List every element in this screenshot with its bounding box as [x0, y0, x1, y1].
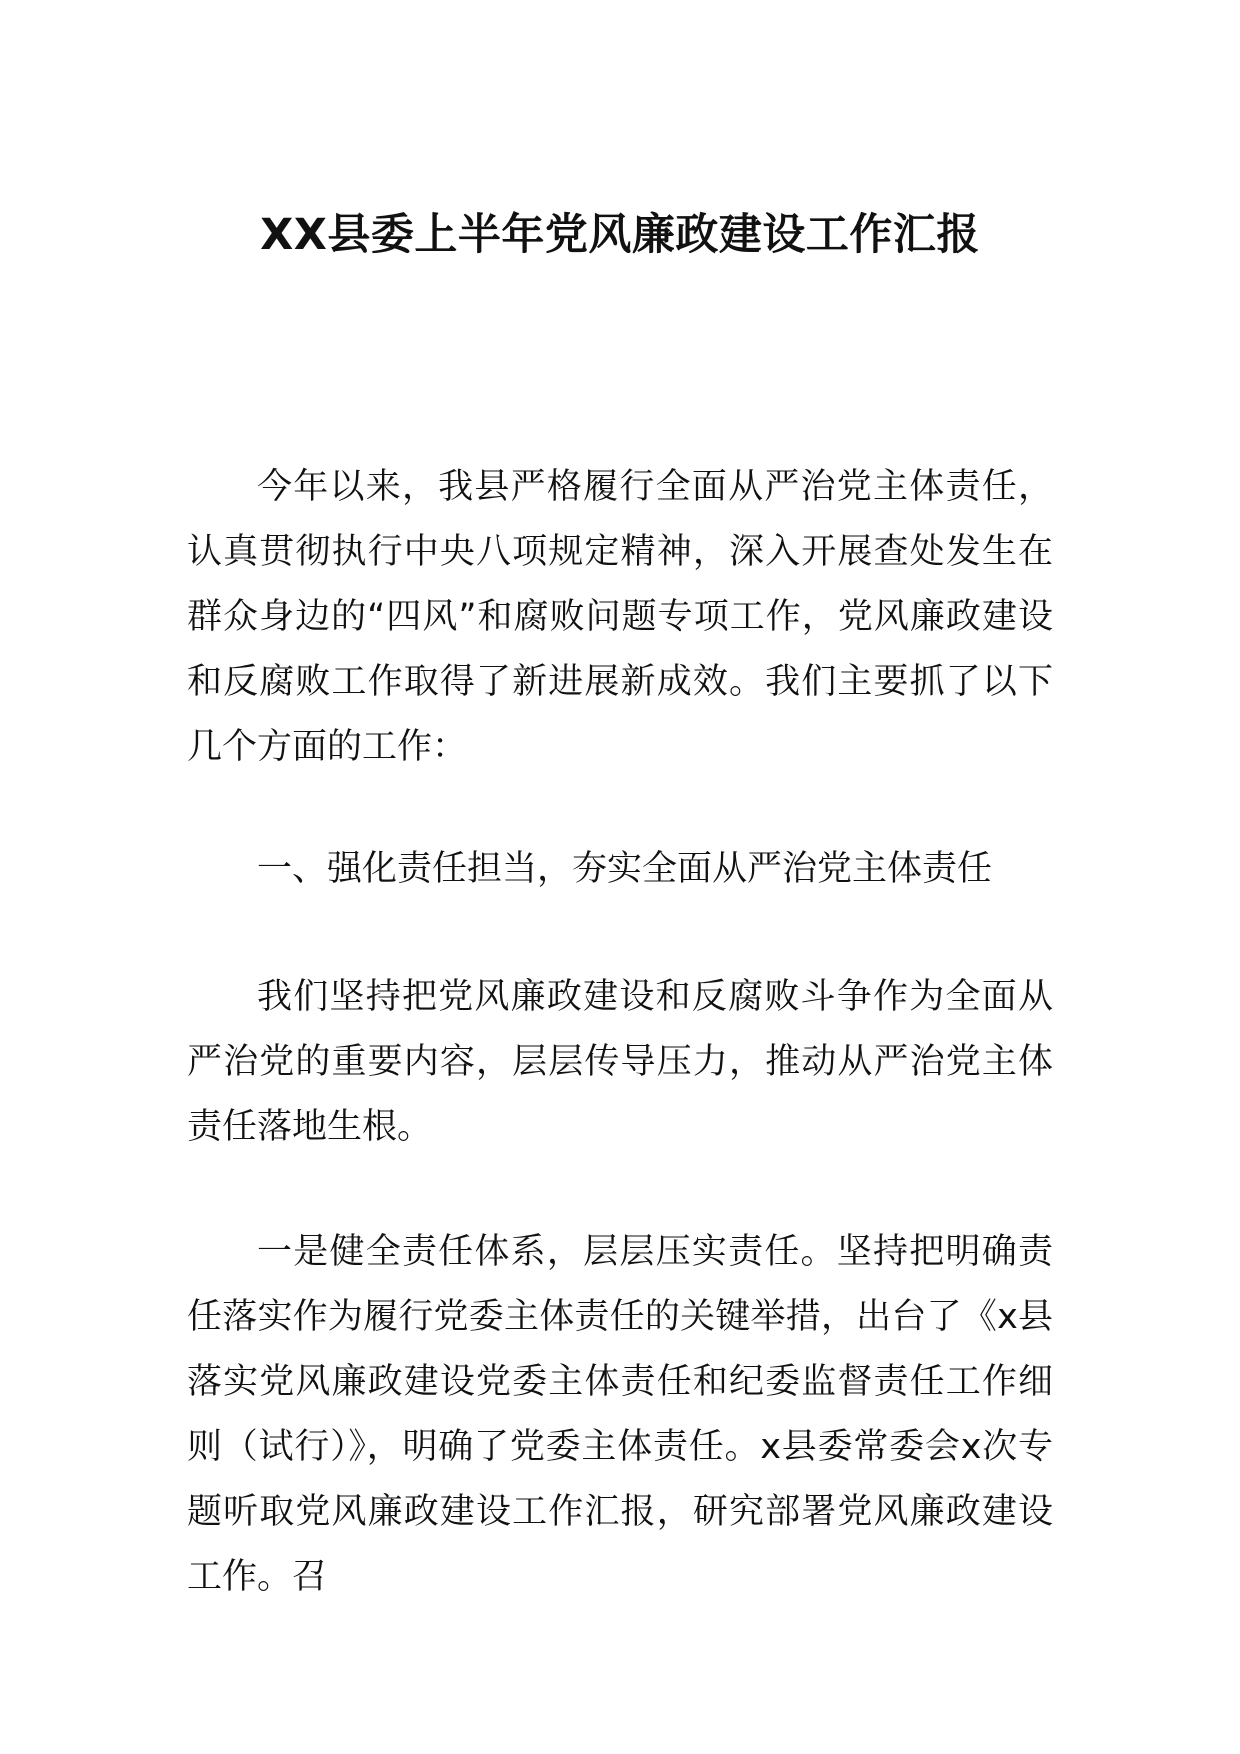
document-title: XX县委上半年党风廉政建设工作汇报	[260, 210, 980, 260]
paragraph-intro: 今年以来，我县严格履行全面从严治党主体责任，认真贯彻执行中央八项规定精神，深入开展查处发生在群众身边的“四风”和腐败问题专项工作，党风廉政建设和反腐败工作取得了新进展新成效。我们主要抓了以下几个方面的工作：	[187, 467, 1053, 767]
paragraph-responsibility-system: 一是健全责任体系，层层压实责任。坚持把明确责任落实作为履行党委主体责任的关键举措，出台了《x县落实党风廉政建设党委主体责任和纪委监督责任工作细则（试行）》，明确了党委主体责任。x县委常委会x次专题听取党风廉政建设工作汇报，研究部署党风廉政建设工作。召	[187, 1232, 1053, 1597]
section-heading-1: 一、强化责任担当，夯实全面从严治党主体责任	[257, 849, 993, 889]
paragraph-section-1-intro: 我们坚持把党风廉政建设和反腐败斗争作为全面从严治党的重要内容，层层传导压力，推动从严治党主体责任落地生根。	[187, 977, 1053, 1147]
